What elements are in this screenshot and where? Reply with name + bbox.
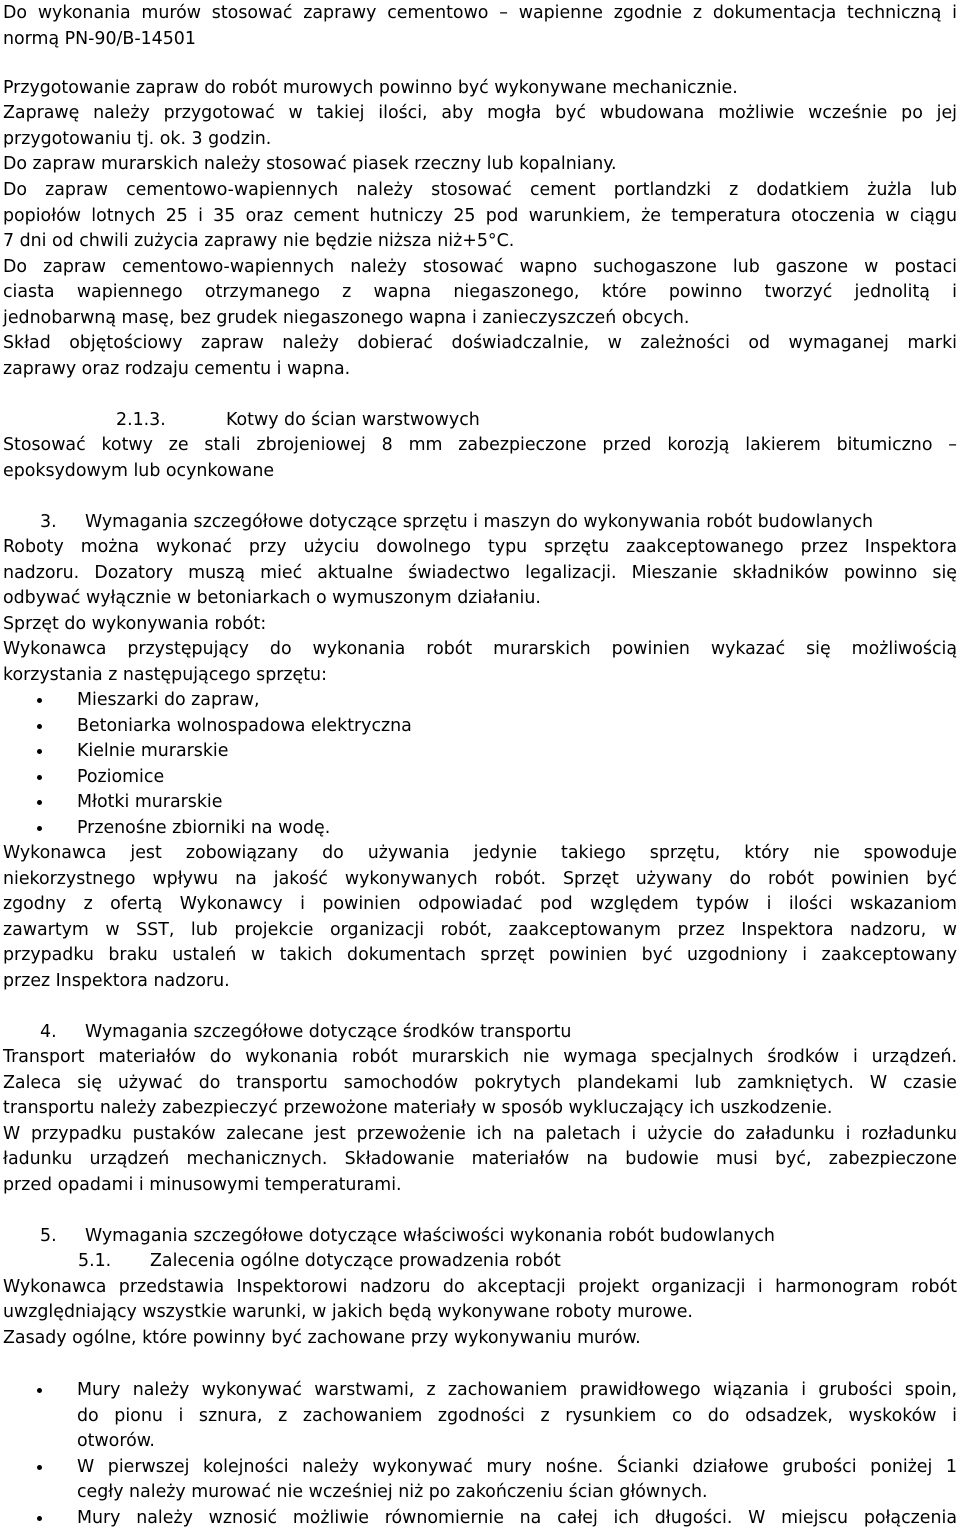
text-line: Do zapraw murarskich należy stosować piasek rzeczny lub kopalniany. — [3, 154, 617, 174]
text-line: Sprzęt do wykonywania robót: — [3, 614, 267, 634]
text-line: Stosować kotwy ze stali zbrojeniowej 8 mm zabezpieczone przed korozją lakierem bitumiczno – — [3, 435, 957, 455]
section-number: 2.1.3. — [116, 410, 166, 430]
text-line: Roboty można wykonać przy użyciu dowolnego typu sprzętu zaakceptowanego przez Inspektora — [3, 537, 957, 557]
text-line: Wykonawca przedstawia Inspektorowi nadzoru do akceptacji projekt organizacji i harmonogram robót — [3, 1277, 957, 1297]
bullet-icon — [37, 826, 42, 831]
text-line: Wykonawca jest zobowiązany do używania jedynie takiego sprzętu, który nie spowoduje — [3, 843, 957, 863]
bullet-icon — [37, 800, 42, 805]
subsection-heading: Zalecenia ogólne dotyczące prowadzenia robót — [150, 1251, 561, 1271]
text-line: ładunku urządzeń mechanicznych. Składowanie materiałów na budowie musi być, zabezpieczone — [3, 1149, 957, 1169]
text-line: ciasta wapiennego otrzymanego z wapna niegaszonego, które powinno tworzyć jednolitą i — [3, 282, 957, 302]
text-line: przypadku braku ustaleń w takich dokumentach sprzęt powinien być uzgodniony i zaakceptowany — [3, 945, 957, 965]
text-line: Zasady ogólne, które powinny być zachowane przy wykonywaniu murów. — [3, 1328, 641, 1348]
text-line: Do wykonania murów stosować zaprawy cementowo – wapienne zgodnie z dokumentacja techniczną i — [3, 3, 957, 23]
text-line: zawartym w SST, lub projekcie organizacji robót, zaakceptowanym przez Inspektora nadzoru, w — [3, 920, 957, 940]
list-item-text: W pierwszej kolejności należy wykonywać mury nośne. Ścianki działowe grubości poniżej 1 — [77, 1457, 957, 1477]
text-line: Transport materiałów do wykonania robót murarskich nie wymaga specjalnych środków i urządzeń. — [3, 1047, 957, 1067]
text-line: transportu należy zabezpieczyć przewożone materiały w sposób wykluczający ich uszkodzenie. — [3, 1098, 833, 1118]
section-heading: Wymagania szczegółowe dotyczące sprzętu i maszyn do wykonywania robót budowlanych — [85, 512, 873, 532]
text-line: epoksydowym lub ocynkowane — [3, 461, 275, 481]
list-item-text: otworów. — [77, 1431, 155, 1451]
list-item-text: Kielnie murarskie — [77, 741, 229, 761]
list-item-text: do pionu i sznura, z zachowaniem zgodności z rysunkiem co do odsadzek, wyskoków i — [77, 1406, 957, 1426]
text-line: normą PN-90/B-14501 — [3, 29, 196, 49]
text-line: Przygotowanie zapraw do robót murowych powinno być wykonywane mechanicznie. — [3, 78, 738, 98]
text-line: Do zapraw cementowo-wapiennych należy stosować wapno suchogaszone lub gaszone w postaci — [3, 257, 957, 277]
list-item-text: Mieszarki do zapraw, — [77, 690, 260, 710]
text-line: zgodny z ofertą Wykonawcy i powinien odpowiadać pod względem typów i ilości wskazaniom — [3, 894, 957, 914]
section-number: 5. — [40, 1226, 57, 1246]
list-item-text: Poziomice — [77, 767, 165, 787]
subsection-number: 5.1. — [78, 1251, 112, 1271]
text-line: Do zapraw cementowo-wapiennych należy stosować cement portlandzki z dodatkiem żużla lub — [3, 180, 957, 200]
text-line: korzystania z następującego sprzętu: — [3, 665, 327, 685]
text-line: przez Inspektora nadzoru. — [3, 971, 230, 991]
text-line: W przypadku pustaków zalecane jest przewożenie ich na paletach i użycie do załadunku i rozładunku — [3, 1124, 957, 1144]
text-line: jednobarwną masę, bez grudek niegaszonego wapna i zanieczyszczeń obcych. — [3, 308, 690, 328]
section-number: 4. — [40, 1022, 57, 1042]
text-line: Zaleca się używać do transportu samochodów pokrytych plandekami lub zamkniętych. W czasie — [3, 1073, 957, 1093]
bullet-icon — [37, 1516, 42, 1521]
list-item-text: cegły należy murować nie wcześniej niż po zakończeniu ścian głównych. — [77, 1482, 708, 1502]
bullet-icon — [37, 749, 42, 754]
text-line: przygotowaniu tj. ok. 3 godzin. — [3, 129, 272, 149]
section-number: 3. — [40, 512, 57, 532]
text-line: zaprawy oraz rodzaju cementu i wapna. — [3, 359, 351, 379]
text-line: 7 dni od chwili zużycia zaprawy nie będzie niższa niż+5°C. — [3, 231, 515, 251]
text-line: odbywać wyłącznie w betoniarkach o wymuszonym działaniu. — [3, 588, 541, 608]
text-line: niekorzystnego wpływu na jakość wykonywanych robót. Sprzęt używany do robót powinien być — [3, 869, 957, 889]
list-item-text: Mury należy wznosić możliwie równomiernie na całej ich długości. W miejscu połączenia — [77, 1508, 957, 1528]
text-line: nadzoru. Dozatory muszą mieć aktualne świadectwo legalizacji. Mieszanie składników powinno się — [3, 563, 957, 583]
list-item-text: Młotki murarskie — [77, 792, 223, 812]
section-heading: Wymagania szczegółowe dotyczące właściwości wykonania robót budowlanych — [85, 1226, 775, 1246]
text-line: popiołów lotnych 25 i 35 oraz cement hutniczy 25 pod warunkiem, że temperatura otoczenia w ciągu — [3, 206, 957, 226]
list-item-text: Betoniarka wolnospadowa elektryczna — [77, 716, 412, 736]
bullet-icon — [37, 724, 42, 729]
text-line: uwzględniający wszystkie warunki, w jakich będą wykonywane roboty murowe. — [3, 1302, 693, 1322]
text-line: przed opadami i minusowymi temperaturami. — [3, 1175, 402, 1195]
section-heading: Kotwy do ścian warstwowych — [226, 410, 480, 430]
bullet-icon — [37, 698, 42, 703]
list-item-text: Mury należy wykonywać warstwami, z zachowaniem prawidłowego wiązania i grubości spoin, — [77, 1380, 957, 1400]
bullet-icon — [37, 1465, 42, 1470]
bullet-icon — [37, 775, 42, 780]
list-item-text: Przenośne zbiorniki na wodę. — [77, 818, 331, 838]
section-heading: Wymagania szczegółowe dotyczące środków transportu — [85, 1022, 572, 1042]
text-line: Zaprawę należy przygotować w takiej ilości, aby mogła być wbudowana możliwie wcześnie po jej — [3, 103, 957, 123]
text-line: Wykonawca przystępujący do wykonania robót murarskich powinien wykazać się możliwością — [3, 639, 957, 659]
bullet-icon — [37, 1388, 42, 1393]
text-line: Skład objętościowy zapraw należy dobierać doświadczalnie, w zależności od wymaganej marki — [3, 333, 957, 353]
